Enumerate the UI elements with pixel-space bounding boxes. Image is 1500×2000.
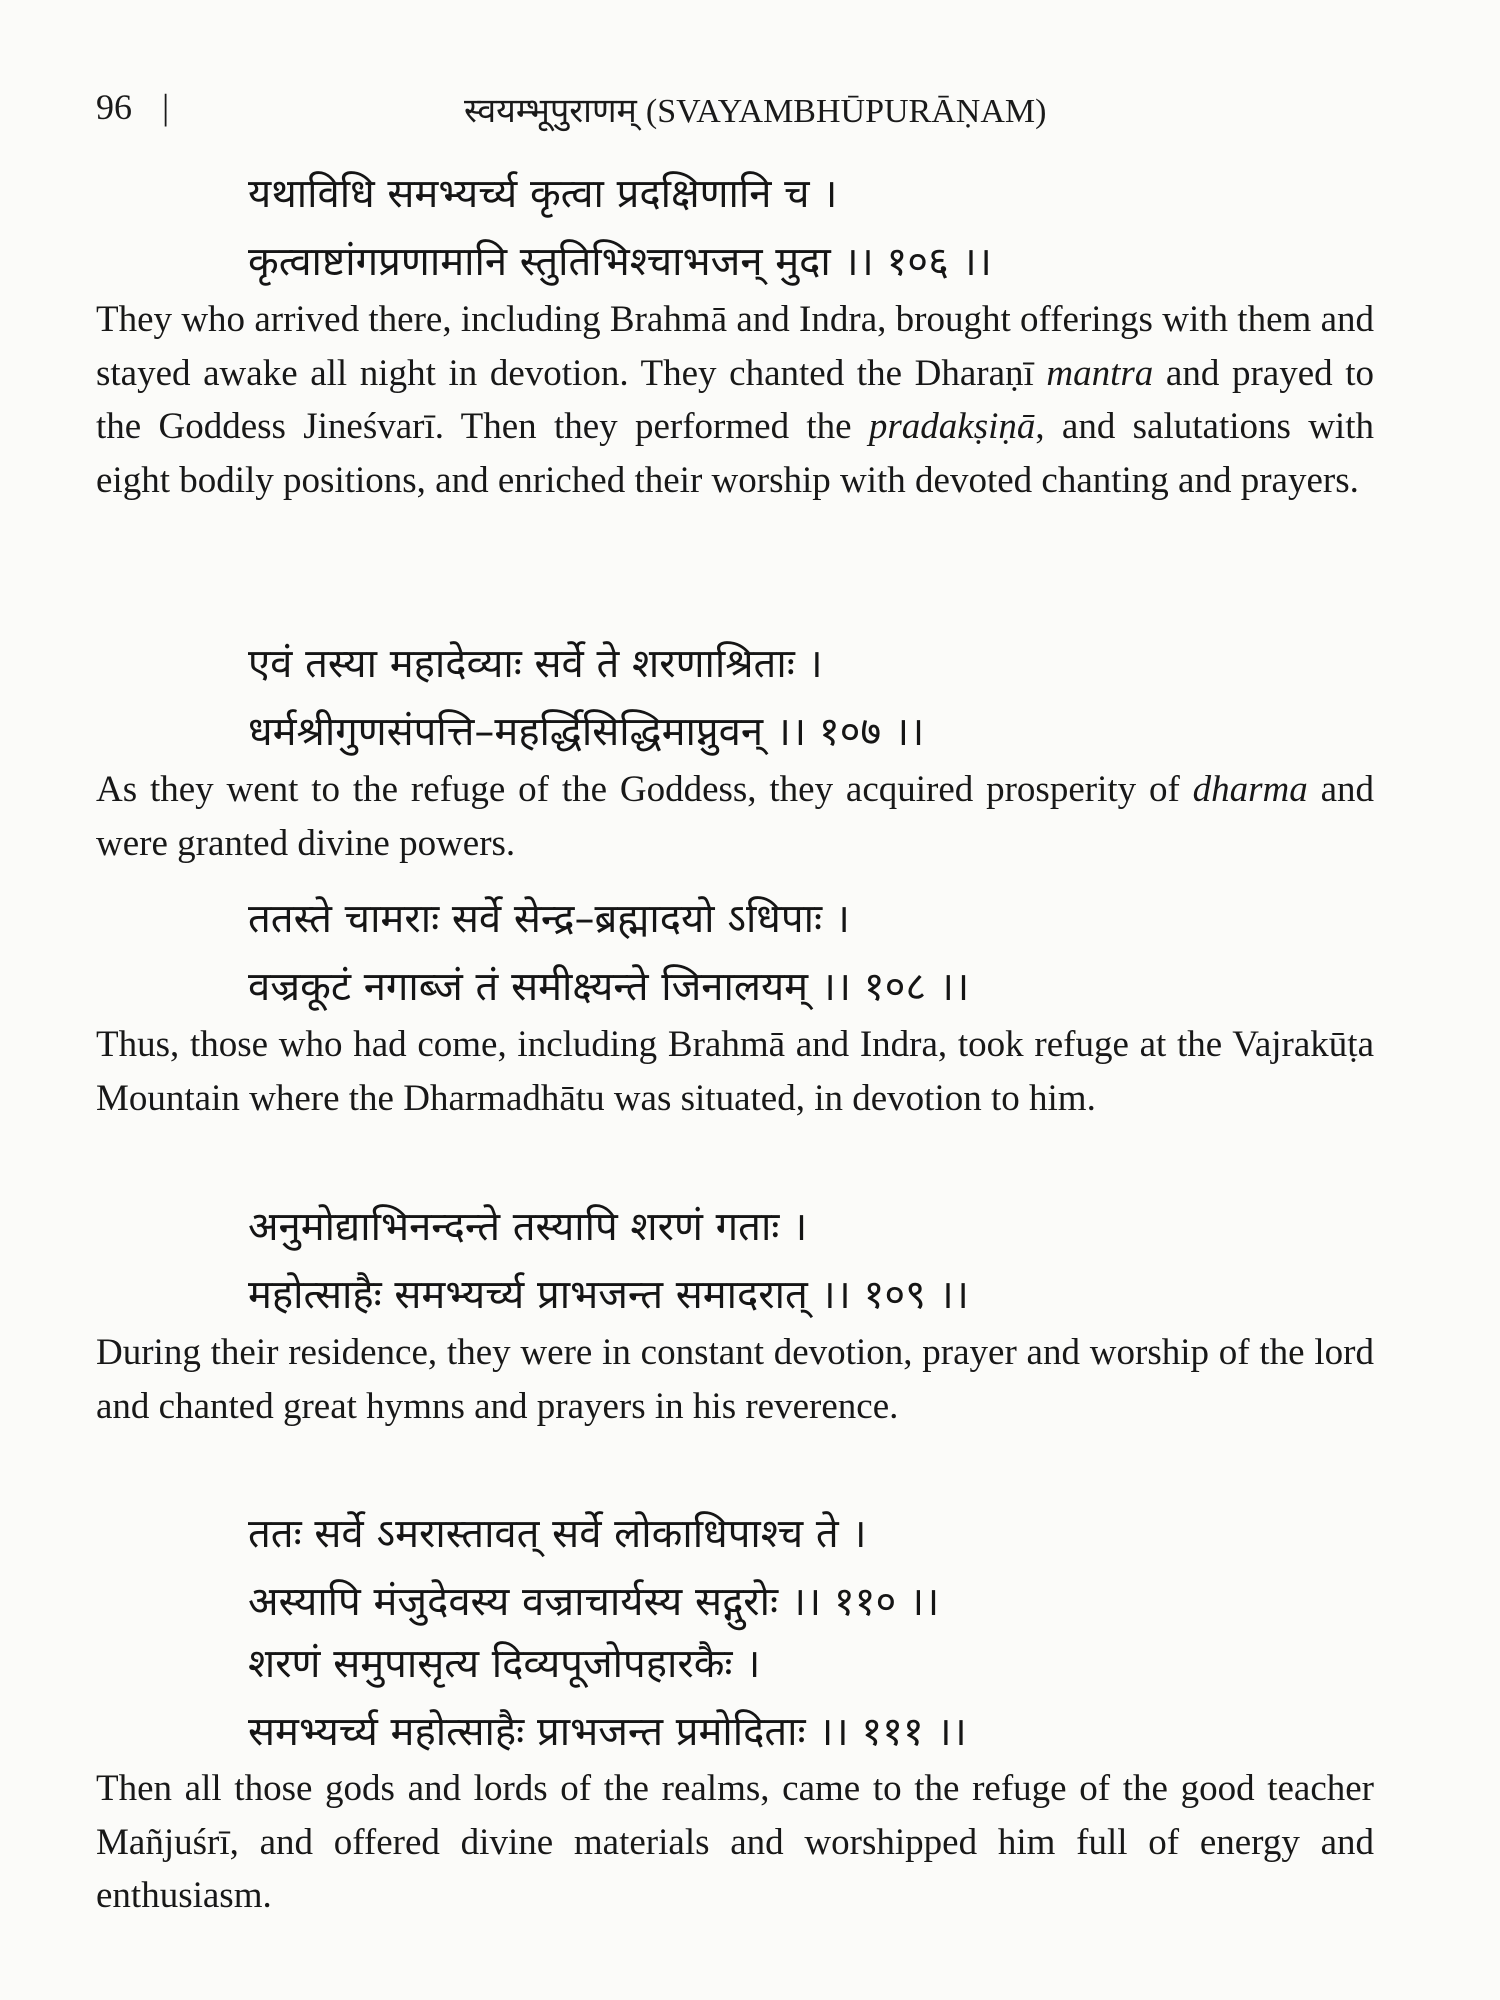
verse-111	[248, 1630, 967, 1766]
running-head	[96, 86, 1404, 146]
running-title-devanagari: स्वयम्भूपुराणम्	[464, 91, 637, 131]
verse-line: समभ्यर्च्य महोत्साहैः प्राभजन्त प्रमोदिताः ।। १११ ।।	[248, 1709, 967, 1755]
translation-text: , and salutations with eight bodily positions, and enriched their worship with devoted chanting and prayers.	[96, 406, 1374, 501]
header-separator: |	[162, 87, 170, 127]
translation-text: During their residence, they were in constant devotion, prayer and worship of the lord and chanted great hymns and prayers in his reverence.	[96, 1332, 1374, 1427]
running-title	[464, 86, 1046, 132]
translation-text: They who arrived there, including Brahmā and Indra, brought offerings with them and stayed awake all night in devotion. They chanted the Dharaṇī	[96, 299, 1374, 394]
page-number: 96	[96, 87, 132, 127]
verse-line: यथाविधि समभ्यर्च्य कृत्वा प्रदक्षिणानि च ।	[248, 171, 838, 217]
italic-term: mantra	[1046, 352, 1154, 394]
translation-text: Thus, those who had come, including Brahmā and Indra, took refuge at the Vajrakūṭa Mountain where the Dharmadhātu was situated, in devotion to him.	[96, 1024, 1374, 1119]
translation-text: Then all those gods and lords of the realms, came to the refuge of the good teacher Mañjuśrī, and offered divine materials and worshipped him full of energy and enthusiasm.	[96, 1768, 1374, 1916]
verse-108	[248, 885, 969, 1021]
translation-paragraph	[96, 1326, 1374, 1433]
verse-line: अस्यापि मंजुदेवस्य वज्राचार्यस्य सद्गुरोः ।। ११० ।।	[248, 1579, 940, 1625]
translation-text: and were granted divine powers.	[96, 769, 1374, 864]
translation-paragraph	[96, 763, 1374, 870]
verse-109	[248, 1193, 969, 1329]
verse-106	[248, 160, 992, 296]
verse-line: एवं तस्या महादेव्याः सर्वे ते शरणाश्रिताः ।	[248, 641, 823, 687]
verse-line: कृत्वाष्टांगप्रणामानि स्तुतिभिश्चाभजन् मुदा ।। १०६ ।।	[248, 239, 992, 285]
verse-line: वज्रकूटं नगाब्जं तं समीक्ष्यन्ते जिनालयम् ।। १०८ ।।	[248, 964, 970, 1010]
translation-text: and prayed to the Goddess Jineśvarī. Then they performed the	[96, 352, 1374, 447]
verse-line: शरणं समुपासृत्य दिव्यपूजोपहारकैः ।	[248, 1641, 761, 1687]
verse-line: ततस्ते चामराः सर्वे सेन्द्र–ब्रह्मादयो ऽधिपाः ।	[248, 896, 850, 942]
verse-110	[248, 1500, 939, 1636]
italic-term: dharma	[1192, 769, 1308, 810]
verse-107	[248, 630, 924, 766]
translation-paragraph	[96, 1018, 1374, 1125]
italic-term: pradakṣiṇā	[868, 406, 1036, 447]
running-title-roman: (SVAYAMBHŪPURĀṆAM)	[645, 93, 1047, 130]
verse-line: धर्मश्रीगुणसंपत्ति–महर्द्धिसिद्धिमाप्नुवन् ।। १०७ ।।	[248, 709, 925, 755]
verse-line: महोत्साहैः समभ्यर्च्य प्राभजन्त समादरात् ।। १०९ ।।	[248, 1272, 969, 1318]
verse-line: ततः सर्वे ऽमरास्तावत् सर्वे लोकाधिपाश्च ते ।	[248, 1511, 867, 1557]
translation-text: As they went to the refuge of the Goddess, they acquired prosperity of	[96, 769, 1193, 810]
translation-paragraph	[96, 293, 1374, 507]
translation-paragraph	[96, 1762, 1374, 1923]
verse-line: अनुमोद्याभिनन्दन्ते तस्यापि शरणं गताः ।	[248, 1204, 808, 1250]
